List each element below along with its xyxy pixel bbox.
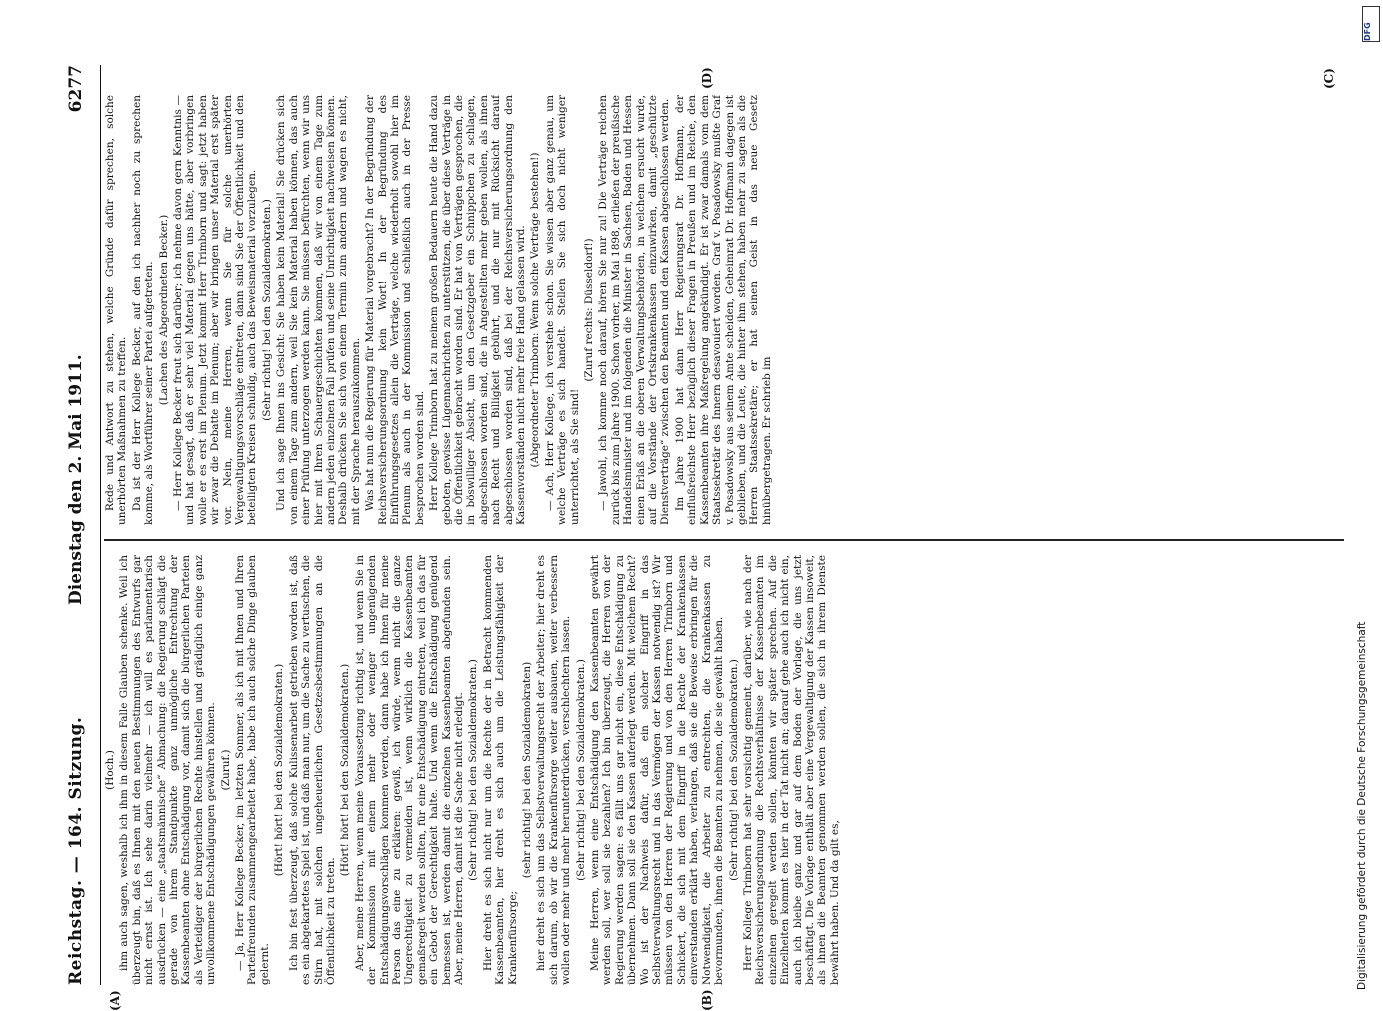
paragraph: (Abgeordneter Trimborn: Wenn solche Verträge bestehen!)	[529, 95, 541, 525]
margin-marker-d: (D)	[700, 67, 714, 89]
paragraph: (Sehr richtig! bei den Sozialdemokraten.)	[575, 555, 587, 985]
page-number: 6277	[66, 65, 86, 112]
margin-marker-b: (B)	[700, 990, 714, 1011]
paragraph: Und ich sage Ihnen ins Gesicht: Sie haben kein Material! Sie drücken sich von einem Tage zum andern, weil Sie kein Material haben können, das auch einer Prüfung unterzogen werden kann. Sie müssen befürchten, wenn wir uns hier mit Ihren Schauergeschichten kommen, daß wir von einem Tage zum andern jeden einzelnen Fall prüfen und seine Unrichtigkeit nachweisen können. Deshalb drücken Sie sich von einem Termin zum andern und wagen es nicht, mit der Sprache herauszukommen.	[275, 95, 362, 525]
paragraph: (Lachen des Abgeordneten Becker.)	[158, 95, 170, 525]
rotated-page-content	[60, 65, 1350, 985]
header-date: Dienstag den 2. Mai 1911.	[66, 354, 86, 605]
left-column	[104, 555, 1344, 985]
paragraph: (Zuruf.)	[220, 555, 232, 985]
paragraph: hier dreht es sich um das Selbstverwaltungsrecht der Arbeiter; hier dreht es sich darum, ob wir die Krankenfürsorge weiter ausbauen, weiter verbessern wollen oder mehr und mehr herunterdrücken, verschlechtern lassen.	[535, 555, 572, 985]
paragraph: — Jawohl, ich komme noch darauf, hören Sie nur zu! Die Verträge reichen zurück bis zum Jahre 1900. Schon vorher, im Mai 1898, erließen der preußische Handelsminister und im folgenden die Minister in Sachsen, Baden und Hessen einen Erlaß an die oberen Verwaltungsbehörden, in welchem ersucht wurde, auf die Vorstände der Ortskrankenkassen einzuwirken, damit „geschützte Dienstverträge“ zwischen den Beamten und den Kassen abgeschlossen werden.	[597, 95, 671, 525]
paragraph: Meine Herren, wenn eine Entschädigung den Kassenbeamten gewährt werden soll, wer soll sie bezahlen? Ich bin überzeugt, die Herren von der Regierung werden sagen: es fällt uns gar nicht ein, diese Entschädigung zu übernehmen. Dann soll sie den Kassen auferlegt werden. Mit welchem Recht? Wo ist der Nachweis dafür, daß ein solcher Eingriff in das Selbstverwaltungsrecht und in das Vermögen der Kassen notwendig ist? Wir müssen von den Herren der Regierung und von den Herren Trimborn und Schickert, die sich mit dem Eingriff in die Rechte der Krankenkassen einverstanden erklärt haben, verlangen, daß sie die Beweise erbringen für die Notwendigkeit, die Arbeiter zu entrechten, die Krankenkassen zu bevormunden, ihnen die Beamten zu nehmen, die sie gewählt haben.	[589, 555, 725, 985]
paragraph: Ich bin fest überzeugt, daß solche Kulissenarbeit getrieben worden ist, daß es ein abgekartetes Spiel ist, und daß man nur, um die Sache zu vertuschen, die Stirn hat, mit solchen ungeheuerlichen Gesetzesbestimmungen an die Öffentlichkeit zu treten.	[288, 555, 338, 985]
column-divider	[104, 540, 1344, 542]
dfg-logo-text: DFG	[1363, 25, 1372, 41]
dfg-logo	[1362, 6, 1380, 42]
right-column	[104, 95, 1344, 525]
paragraph: (Sehr richtig! bei den Sozialdemokraten.)	[261, 95, 273, 525]
paragraph: (Sehr richtig! bei den Sozialdemokraten.)	[728, 555, 740, 985]
paragraph: — Ach, Herr Kollege, ich verstehe schon. Sie wissen aber ganz genau, um welche Verträge es sich handelt. Stellen Sie sich doch nicht weniger unterrichtet, als Sie sind!	[544, 95, 581, 525]
paragraph: (sehr richtig! bei den Sozialdemokraten)	[521, 555, 533, 985]
paragraph: Rede und Antwort zu stehen, welche Gründe dafür sprechen, solche unerhörten Maßnahmen zu treffen.	[104, 95, 129, 525]
paragraph: (Hoch.)	[104, 555, 116, 985]
paragraph: — Ja, Herr Kollege Becker, im letzten Sommer, als ich mit Ihnen und Ihren Parteifreunden zusammengearbeitet habe, habe ich auch solche Dinge glauben gelernt.	[234, 555, 271, 985]
paragraph: Herr Kollege Trimborn hat zu meinem großen Bedauern heute die Hand dazu geboten, gewisse Lügennachrichten zu unterstützen, die über diese Verträge in die Öffentlichkeit gebracht worden sind. Er hat von Verträgen gesprochen, die in böswilliger Absicht, um den Gesetzgeber ein Schnippchen zu schlagen, abgeschlossen worden sind, die in Angestellten mehr geben wollen, als ihnen nach Recht und Billigkeit gebührt, und die nur mit Rücksicht darauf abgeschlossen worden sind, daß bei der Reichsversicherungsordnung den Kassenvorständen nicht mehr freie Hand gelassen wird.	[428, 95, 527, 525]
paragraph: (Zuruf rechts: Düsseldorf!)	[583, 95, 595, 525]
paragraph: Hier dreht es sich nicht nur um die Rechte der in Betracht kommenden Kassenbeamten, hier dreht es sich auch um die Leistungsfähigkeit der Krankenfürsorge;	[482, 555, 519, 985]
digitization-credit: Digitalisierung gefördert durch die Deutsche Forschungsgemeinschaft	[1356, 622, 1368, 990]
paragraph: (Hört! hört! bei den Sozialdemokraten.)	[339, 555, 351, 985]
paragraph: ihm auch sagen, weshalb ich ihm in diesem Falle Glauben schenke. Weil ich überzeugt bin, daß es Ihnen mit den neuen Bestimmungen des Entwurfs gar nicht ernst ist. Ich sehe darin vielmehr — ich will es parlamentarisch ausdrücken — eine „staatsmännische“ Abmachung: die Regierung schlägt die gerade von ihrem Standpunkte ganz unmögliche Entrechtung der Kassenbeamten ohne Entschädigung vor, damit sich die bürgerlichen Parteien als Verteidiger der bürgerlichen Rechte hinstellen und grädiglich einige ganz unvollkommene Entschädigungen gewähren können.	[118, 555, 217, 985]
paragraph: (Hört! hört! bei den Sozialdemokraten.)	[273, 555, 285, 985]
header-left: Reichstag. — 164. Sitzung.	[66, 717, 86, 985]
paragraph: Herr Kollege Trimborn hat sehr vorsichtig gemeint, darüber, wie nach der Reichsversicherungsordnung die Rechtsverhältnisse der Kassenbeamten im einzelnen geregelt werden sollen, könnten wir später sprechen. Auf die Einzelheiten kommt es hier in der Tat nicht an; darauf gehe auch ich nicht ein, auch ich bleibe ganz und gar auf dem Boden der Vorlage, die uns jetzt beschäftigt. Die Vorlage enthält aber eine Vergewaltigung der Kassen insoweit, als ihnen die Beamten genommen werden sollen, die sich in ihrem Dienste bewährt haben. Und da gilt es,	[742, 555, 841, 985]
paragraph: Was hat nun die Regierung für Material vorgebracht? In der Begründung der Reichsversicherungsordnung kein Wort! In der Begründung des Einführungsgesetzes allein die Verträge, welche wiederholt sowohl hier im Plenum als auch in der Kommission und schließlich auch in der Presse besprochen worden sind.	[364, 95, 426, 525]
margin-marker-a: (A)	[108, 990, 122, 1011]
paragraph: (Sehr richtig! bei den Sozialdemokraten.)	[467, 555, 479, 985]
paragraph: Im Jahre 1900 hat dann Herr Regierungsrat Dr. Hoffmann, der einflußreichste Herr bezüglich dieser Fragen in Preußen und im Reiche, den Kassenbeamten ihre Maßregelung angekündigt. Er ist zwar damals vom dem Staatssekretär des Innern desavouiert worden. Graf v. Posadowsky mußte Graf v. Posadowsky aus seinem Amte scheiden, Geheimrat Dr. Hoffmann dagegen ist geblieben, und die Leute, die hinter ihm stehen, haben mehr zu sagen als die Herren Staatssekretäre; er hat seinen Geist in das neue Gesetz hinübergetragen. Er schrieb im	[674, 95, 773, 525]
paragraph: Da ist der Herr Kollege Becker, auf den ich nachher noch zu sprechen komme, als Wortführer seiner Partei aufgetreten.	[131, 95, 156, 525]
page-header	[60, 65, 101, 985]
paragraph: — Herr Kollege Becker freut sich darüber; ich nehme davon gern Kenntnis — und hat gesagt, daß er sehr viel Material gegen uns hätte, aber vorbringen wolle er es erst im Plenum. Jetzt kommt Herr Trimborn und sagt: jetzt haben wir zwar die Debatte im Plenum; aber wir bringen unser Material erst später vor. Nein, meine Herren, wenn Sie für solche unerhörten Vergewaltigungsvorschläge eintreten, dann sind Sie der Öffentlichkeit und den beteiligten Kreisen schuldig, auch das Beweismaterial vorzulegen.	[172, 95, 259, 525]
margin-marker-c: (C)	[1322, 68, 1336, 89]
paragraph: Aber, meine Herren, wenn meine Voraussetzung richtig ist, und wenn Sie in der Kommission mit einem mehr oder weniger ungenügenden Entschädigungsvorschlägen kommen werden, dann habe ich Ihnen für meine Person das eine zu erklären: gewiß, ich würde, wenn nicht die ganze Ungerechtigkeit zu vermeiden ist, wenn wirklich die Kassenbeamten gemaßregelt werden sollten, für eine Entschädigung eintreten, weil ich das für ein Gebot der Gerechtigkeit halte. Und wenn die Entschädigung genügend bemessen ist, werden damit die einzelnen Kassenbeamten abgefunden sein. Aber, meine Herren, damit ist die Sache nicht erledigt.	[354, 555, 466, 985]
